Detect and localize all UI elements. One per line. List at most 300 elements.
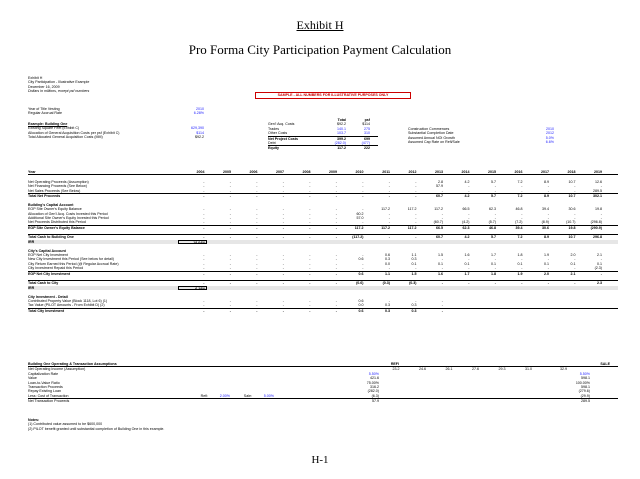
row-value: 0.1 — [411, 261, 417, 266]
row-value: (117.2) — [352, 235, 364, 240]
row-value: - — [494, 188, 496, 193]
row-value: - — [335, 184, 337, 189]
row-value: - — [256, 266, 258, 271]
row-value: - — [335, 215, 337, 220]
sale-value: 598.1 — [581, 376, 590, 381]
row-value: 5.7 — [491, 235, 496, 240]
year-cell: 2011 — [382, 170, 390, 174]
row-value: - — [547, 188, 549, 193]
cost-label: Gen'l Acq. Costs — [268, 122, 295, 127]
row-value: 289.5 — [593, 188, 602, 193]
row-label: Total City Investment — [28, 308, 65, 313]
row-value: (8.9) — [541, 220, 549, 225]
row-label: City Return Earned this Period (@ Regular Accrual Rate) — [28, 261, 119, 266]
row-value: - — [203, 281, 205, 286]
row-value: - — [415, 266, 417, 271]
row-value: 19.8 — [568, 225, 576, 230]
row-value: - — [574, 211, 576, 216]
row-value: - — [229, 266, 231, 271]
cost-total: (282.0) — [334, 140, 346, 145]
row-value: - — [494, 266, 496, 271]
row-value: - — [256, 303, 258, 308]
sheet-header — [28, 76, 89, 94]
row-value: - — [282, 303, 284, 308]
cost-label: Other Costs — [268, 131, 288, 136]
row-value: - — [229, 179, 231, 184]
row-value: - — [335, 257, 337, 262]
row-value: 10.7 — [568, 179, 576, 184]
row-label: Net Sales Proceeds (See Below) — [28, 188, 81, 193]
row-value: - — [203, 184, 205, 189]
row-value: - — [521, 215, 523, 220]
row-value: 1.9 — [517, 271, 523, 276]
row-value: - — [388, 215, 390, 220]
building-row-label: Allocation of General Acquisition Costs per psf (Exhibit C) — [28, 130, 120, 135]
row-value: - — [574, 266, 576, 271]
row-value: 0.3 — [385, 257, 390, 262]
cost-sale-label: Sale: — [243, 393, 252, 398]
table-row — [28, 193, 618, 198]
refi-label: REFI — [390, 362, 399, 366]
row-value — [470, 309, 497, 313]
row-value: 117.2 — [407, 225, 417, 230]
row-value: - — [415, 235, 417, 240]
row-value: - — [547, 281, 549, 286]
row-value: - — [415, 188, 417, 193]
row-value: - — [362, 179, 364, 184]
table-row — [28, 220, 618, 224]
transaction-label: Loan-to-Value Ratio — [28, 380, 60, 385]
row-value: - — [282, 257, 284, 262]
row-value: - — [415, 220, 417, 225]
page-number: H-1 — [311, 454, 329, 466]
year-cell: 2016 — [514, 170, 523, 174]
row-value: - — [229, 184, 231, 189]
row-value: - — [521, 266, 523, 271]
row-value: 66.5 — [462, 207, 470, 212]
row-value: 117.2 — [381, 225, 390, 230]
row-value: 0.6 — [358, 298, 364, 303]
sale-value: 100.00% — [575, 380, 590, 385]
row-value: - — [256, 220, 258, 225]
year-cell: 2012 — [408, 170, 417, 174]
row-value: 117.2 — [434, 207, 443, 212]
row-value: - — [521, 188, 523, 193]
row-value: - — [600, 215, 602, 220]
row-value: 62.3 — [489, 207, 496, 212]
row-value: 2.8 — [438, 179, 443, 184]
row-value: - — [415, 215, 417, 220]
row-value: - — [494, 215, 496, 220]
row-value: 5.7 — [491, 179, 496, 184]
row-value: 46.8 — [489, 225, 496, 230]
row-value — [443, 309, 470, 313]
row-value: - — [309, 184, 311, 189]
main-title: Pro Forma City Participation Payment Calculation — [188, 42, 452, 57]
row-value: - — [229, 308, 231, 313]
row-value: - — [362, 193, 364, 198]
row-value: - — [282, 211, 284, 216]
row-value: 60.7 — [436, 193, 443, 198]
row-value: 4.2 — [464, 179, 470, 184]
cost-total: 103.7 — [337, 131, 346, 136]
row-value: - — [441, 215, 443, 220]
row-value: - — [362, 266, 364, 271]
accrual-rate-label: Regular Accrual Rate — [28, 111, 62, 116]
sale-value: (279.6) — [578, 389, 590, 394]
vesting-block — [28, 107, 208, 116]
section-title-label: City's Capital Account — [28, 248, 66, 253]
row-value: - — [468, 188, 470, 193]
refi-value: (6.3) — [371, 393, 379, 398]
row-value: 0.0 — [358, 303, 364, 308]
sample-banner: SAMPLE - ALL NUMBERS FOR ILLUSTRATIVE PURPOSES ONLY — [255, 92, 411, 99]
row-value: - — [468, 211, 470, 216]
row-value: - — [282, 207, 284, 212]
section-title-label: Building's Capital Account — [28, 202, 74, 207]
assumption-value: 5.0% — [545, 135, 554, 140]
cost-refi-label: Refi: — [200, 393, 208, 398]
row-value: - — [282, 215, 284, 220]
row-value: (2.3) — [594, 266, 602, 271]
row-value: - — [415, 298, 417, 303]
building-row-label: Total Allocated General Acquisition Costs (MM) — [28, 135, 103, 140]
row-value: - — [441, 188, 443, 193]
row-value: (0.3) — [382, 281, 390, 286]
note-line: (2) PILOT benefit granted until substantial completion of Building One in this example. — [28, 426, 165, 431]
cost-psf: 699 — [364, 136, 370, 141]
row-value: - — [441, 298, 443, 303]
row-value — [496, 303, 523, 307]
row-value: 1.1 — [385, 271, 390, 276]
row-value: - — [203, 298, 205, 303]
row-value: - — [547, 257, 549, 262]
cost-total: $92.2 — [337, 122, 346, 127]
row-value: (296.8) — [590, 220, 602, 225]
cost-label: Trades — [268, 126, 280, 131]
row-value: 2.0 — [570, 253, 576, 258]
row-value: - — [362, 207, 364, 212]
row-value: - — [203, 207, 205, 212]
row-value: - — [362, 220, 364, 225]
row-value: - — [229, 303, 231, 308]
row-value: 0.1 — [570, 261, 576, 266]
row-value — [496, 309, 523, 313]
noi-value: 24.6 — [419, 367, 426, 372]
row-value: - — [335, 261, 337, 266]
noi-value: 31.0 — [525, 367, 532, 372]
row-value: 19.8 — [595, 207, 602, 212]
row-value: - — [388, 193, 390, 198]
vesting-year-label: Year of Title Vesting — [28, 107, 60, 111]
row-value: - — [415, 179, 417, 184]
row-value: - — [282, 179, 284, 184]
row-value: - — [282, 261, 284, 266]
row-value — [443, 303, 470, 307]
row-value: - — [335, 225, 337, 230]
building-row-value: $92.2 — [195, 135, 204, 140]
row-value: - — [441, 211, 443, 216]
row-value: - — [521, 257, 523, 262]
row-value: - — [415, 184, 417, 189]
row-value: - — [309, 188, 311, 193]
row-label: IRR — [28, 239, 35, 244]
row-value: - — [203, 303, 205, 308]
row-value: - — [547, 211, 549, 216]
row-value: - — [388, 220, 390, 225]
row-value: 2.3 — [597, 281, 602, 286]
row-value: - — [547, 266, 549, 271]
note-line: (1) Contributed value assumed to be $600,000 — [28, 422, 103, 427]
row-label: Additional Site Owner's Equity Invested this Period — [28, 215, 109, 220]
irr-value: 18.04% — [178, 240, 207, 244]
row-value: 117.2 — [354, 225, 364, 230]
row-value: - — [203, 179, 205, 184]
table-row — [28, 266, 618, 270]
row-label: EOP Net City Investment — [28, 271, 71, 276]
notes-title: Notes: — [28, 418, 40, 422]
table-row — [28, 308, 618, 313]
row-value: - — [309, 253, 311, 258]
row-value: 1.7 — [491, 253, 496, 258]
year-cell: 2013 — [435, 170, 443, 174]
cost-psf-head: psf — [364, 118, 370, 122]
row-value: - — [388, 235, 390, 240]
row-label: Total Cash to City — [28, 281, 59, 286]
row-value: 4.2 — [464, 235, 470, 240]
sale-label: SALE — [600, 362, 610, 366]
row-value: 0.1 — [464, 261, 470, 266]
table-row — [28, 303, 618, 307]
noi-value: 29.3 — [498, 367, 506, 372]
row-value: - — [521, 281, 523, 286]
row-value: - — [282, 308, 284, 313]
refi-value: 316.2 — [370, 384, 379, 389]
header-line: City Participation - Illustrative Example — [28, 80, 90, 85]
row-value: - — [494, 184, 496, 189]
cost-psf: 275 — [364, 126, 370, 131]
row-value: 117.2 — [407, 207, 417, 212]
year-cell: 2010 — [355, 170, 364, 174]
row-value: 1.9 — [544, 253, 549, 258]
row-value: 2.0 — [544, 271, 549, 276]
row-value: 0.3 — [385, 303, 390, 308]
row-value: 1.6 — [464, 253, 470, 258]
row-value: (0.6) — [356, 281, 364, 286]
cost-psf: (477) — [361, 140, 370, 145]
row-value: - — [203, 215, 205, 220]
row-value — [470, 303, 497, 307]
row-value: - — [229, 281, 231, 286]
vesting-year-value: 2010 — [196, 107, 204, 111]
row-value: - — [441, 257, 443, 262]
row-label: EOP Site Owner's Equity Balance — [28, 207, 82, 212]
assumption-label: Substantial Completion Date — [408, 131, 454, 136]
row-value: 30.6 — [542, 225, 549, 230]
transactions-title: Building One Operating & Transaction Assumptions — [28, 362, 117, 366]
year-cell: 2009 — [329, 170, 337, 174]
row-value — [549, 309, 576, 313]
row-value: - — [335, 235, 337, 240]
row-value: - — [309, 179, 311, 184]
row-label: Total Net Proceeds — [28, 193, 61, 198]
row-value: - — [335, 253, 337, 258]
cost-label: Debt — [268, 140, 276, 145]
row-value: - — [335, 188, 337, 193]
row-value: 0.1 — [491, 261, 496, 266]
row-value: - — [468, 215, 470, 220]
row-value: - — [256, 253, 258, 258]
row-value: - — [547, 184, 549, 189]
transactions-block — [28, 362, 618, 404]
row-value: - — [521, 184, 523, 189]
row-value: - — [309, 281, 311, 286]
row-value: 0.3 — [385, 308, 390, 313]
row-value: 1.1 — [411, 253, 417, 258]
row-value: - — [256, 257, 258, 262]
row-value: - — [229, 188, 231, 193]
cost-total-head: Total — [337, 118, 346, 122]
row-value: 62.3 — [462, 225, 470, 230]
row-value: - — [468, 257, 470, 262]
sale-value: 289.5 — [581, 399, 590, 404]
noi-value: 23.2 — [392, 367, 400, 372]
row-value: - — [203, 253, 205, 258]
year-cell: 2006 — [249, 170, 258, 174]
row-value: - — [282, 188, 284, 193]
refi-value: 75.00% — [366, 380, 379, 385]
row-label: EOP Site Owner's Equity Balance — [28, 225, 85, 230]
row-value: - — [203, 193, 205, 198]
row-value: - — [309, 225, 311, 230]
row-label: Net Financing Proceeds (See Below) — [28, 184, 87, 189]
row-value: - — [282, 225, 284, 230]
cost-sale-value: 5.00% — [263, 393, 274, 398]
row-value: 46.8 — [515, 207, 523, 212]
row-value: 10.7 — [568, 235, 576, 240]
building-title: Example: Building One — [28, 122, 68, 126]
row-value: - — [282, 298, 284, 303]
row-value: - — [256, 188, 258, 193]
row-label: City Investment Repaid this Period — [28, 266, 84, 271]
year-cell: 2004 — [196, 170, 205, 174]
cost-total: 117.2 — [337, 146, 346, 151]
row-value: - — [600, 211, 602, 216]
row-value: - — [335, 193, 337, 198]
row-value: - — [494, 211, 496, 216]
row-value: - — [229, 257, 231, 262]
cost-psf: 310 — [364, 131, 370, 136]
row-value: 10.7 — [568, 193, 576, 198]
row-value: - — [362, 184, 364, 189]
row-value: 0.0 — [385, 261, 390, 266]
row-value: - — [282, 253, 284, 258]
building-left — [28, 122, 208, 140]
row-value: - — [256, 207, 258, 212]
row-value: - — [203, 225, 205, 230]
cost-label: Net Project Costs — [268, 136, 298, 141]
gap — [379, 399, 564, 403]
row-value: - — [229, 253, 231, 258]
row-value: 0.1 — [438, 261, 443, 266]
row-label: Tax Value (PILOT Amounts - From Exhibit D) (2) — [28, 303, 105, 308]
row-value: - — [256, 281, 258, 286]
transaction-label: Repay Existing Loan — [28, 389, 61, 394]
cost-psf: 222 — [364, 146, 370, 151]
row-label: IRR — [28, 285, 35, 290]
row-value: - — [203, 188, 205, 193]
row-value: 1.5 — [438, 253, 443, 258]
row-value: 1.5 — [411, 271, 417, 276]
row-value: - — [229, 225, 231, 230]
table-row — [28, 225, 618, 230]
row-value: 7.2 — [517, 193, 523, 198]
row-value: - — [468, 184, 470, 189]
header-line: Dollars in millions, except psf numbers — [28, 89, 90, 94]
row-value: - — [203, 271, 205, 276]
header-line: December 16, 2009 — [28, 84, 60, 89]
row-value: - — [229, 235, 231, 240]
row-value: - — [335, 281, 337, 286]
row-value: 8.9 — [544, 235, 549, 240]
cost-total: 140.1 — [337, 126, 346, 131]
row-value: - — [309, 266, 311, 271]
row-value: - — [203, 308, 205, 313]
building-row-label: Existing Square Feet (Exhibit C) — [28, 126, 80, 131]
row-value: - — [309, 220, 311, 225]
row-value: - — [256, 225, 258, 230]
year-cell: 2005 — [223, 170, 231, 174]
row-value: - — [494, 257, 496, 262]
row-value: - — [256, 271, 258, 276]
row-value: 60.7 — [436, 235, 443, 240]
row-value: - — [415, 193, 417, 198]
cost-refi-value: 2.00% — [219, 393, 230, 398]
row-value: - — [388, 188, 390, 193]
noi-label: Net Operating Income (Assumption) — [28, 367, 86, 372]
row-value: - — [309, 215, 311, 220]
row-value: - — [415, 211, 417, 216]
transaction-label: Transaction Proceeds — [28, 384, 63, 389]
row-label: Allocation of Gen'l Acq. Costs Invested this Period — [28, 211, 108, 216]
row-value: - — [282, 271, 284, 276]
row-value: - — [494, 281, 496, 286]
row-value: - — [335, 308, 337, 313]
year-cell: 2019 — [594, 170, 602, 174]
row-value — [549, 303, 576, 307]
row-value: - — [256, 193, 258, 198]
row-value: - — [441, 303, 443, 308]
row-value: - — [282, 235, 284, 240]
row-value: - — [309, 207, 311, 212]
row-value: - — [229, 220, 231, 225]
year-cell: 2017 — [541, 170, 549, 174]
table-row — [28, 271, 618, 276]
row-value: 8.9 — [544, 193, 549, 198]
row-value: 302.1 — [593, 193, 602, 198]
row-value: 7.2 — [517, 179, 523, 184]
row-value: 5.7 — [491, 193, 496, 198]
row-value: - — [256, 308, 258, 313]
row-value: - — [388, 298, 390, 303]
row-value: 4.2 — [464, 193, 470, 198]
row-value: 0.6 — [358, 271, 364, 276]
row-value: - — [574, 281, 576, 286]
transaction-label: Capitalization Rate — [28, 371, 59, 376]
noi-value: 26.1 — [445, 367, 453, 372]
row-value: - — [282, 184, 284, 189]
row-value: (60.7) — [433, 220, 443, 225]
